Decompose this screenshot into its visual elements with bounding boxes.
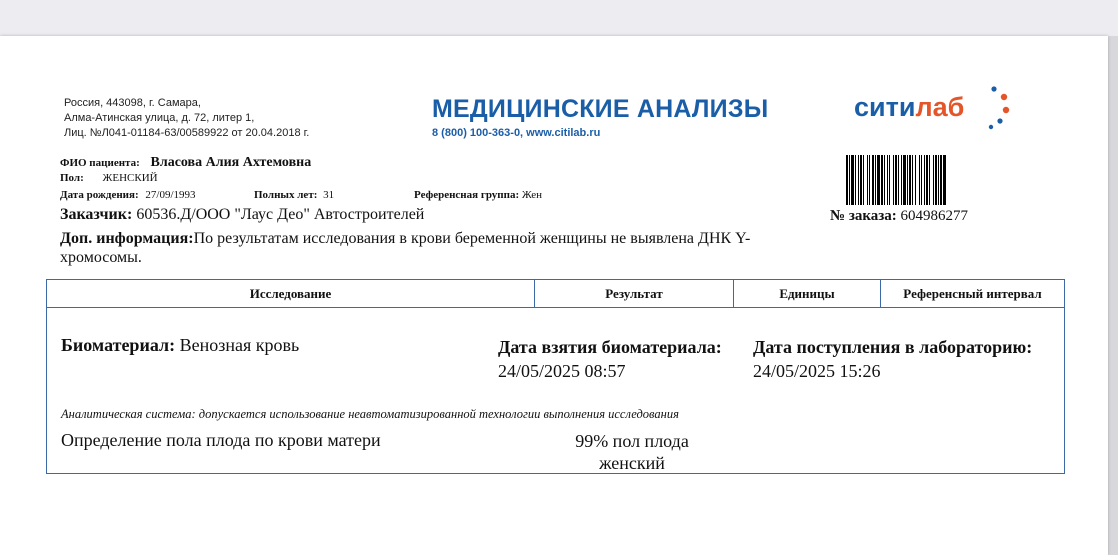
brand-title: МЕДИЦИНСКИЕ АНАЛИЗЫ <box>432 95 769 123</box>
additional-info-label: Доп. информация: <box>60 230 194 247</box>
patient-dob: 27/09/1993 <box>145 189 196 201</box>
brand-contact: 8 (800) 100-363-0, www.citilab.ru <box>432 127 601 139</box>
patient-sex-row <box>60 172 158 184</box>
address-line: Алма-Атинская улица, д. 72, литер 1, <box>64 112 255 124</box>
customer-row <box>60 206 424 224</box>
lab-address <box>64 96 309 141</box>
patient-name-label: ФИО пациента: <box>60 157 140 169</box>
biomaterial-row <box>61 335 299 356</box>
test-name: Определение пола плода по крови матери <box>61 430 381 450</box>
biomaterial-value: Венозная кровь <box>175 335 300 355</box>
order-barcode <box>846 155 994 205</box>
order-number <box>830 208 968 225</box>
column-header-test: Исследование <box>47 280 535 307</box>
logo-text-part2: лаб <box>915 92 965 122</box>
column-header-result: Результат <box>535 280 734 307</box>
citilab-logo <box>854 92 964 123</box>
license-line: Лиц. №Л041-01184-63/00589922 от 20.04.2018 г. <box>64 127 310 139</box>
column-header-units: Единицы <box>734 280 881 307</box>
logo-dots-icon <box>984 84 1014 134</box>
viewer-top-bar <box>0 0 1118 36</box>
patient-age: 31 <box>323 189 335 201</box>
patient-dob-row <box>60 189 196 201</box>
viewer-scroll-strip <box>1108 36 1118 555</box>
additional-info <box>60 229 780 267</box>
customer-value: 60536.Д/ООО "Лаус Део" Автостроителей <box>132 206 425 223</box>
results-table <box>46 279 1065 474</box>
logo-text-part1: сити <box>854 92 916 122</box>
lab-date-block <box>753 335 1032 383</box>
patient-dob-label: Дата рождения: <box>60 189 139 201</box>
lab-date-label: Дата поступления в лабораторию: <box>753 337 1033 357</box>
sample-date-label: Дата взятия биоматериала: <box>498 337 722 357</box>
patient-age-label: Полных лет: <box>254 189 318 201</box>
order-label: № заказа: <box>830 208 897 224</box>
patient-age-row <box>254 189 334 201</box>
patient-refgroup-label: Референсная группа: <box>414 189 520 201</box>
sample-date-value: 24/05/2025 08:57 <box>498 361 626 381</box>
table-header <box>47 280 1064 308</box>
patient-refgroup-row <box>414 189 542 201</box>
patient-name: Власова Алия Ахтемовна <box>150 155 312 170</box>
test-result: 99% пол плода женский <box>575 431 689 473</box>
order-value: 604986277 <box>900 208 969 224</box>
address-line: Россия, 443098, г. Самара, <box>64 97 201 109</box>
sample-date-block <box>498 335 722 383</box>
patient-sex: ЖЕНСКИЙ <box>102 172 158 184</box>
customer-label: Заказчик: <box>60 206 133 223</box>
patient-name-row <box>60 155 311 171</box>
patient-sex-label: Пол: <box>60 172 84 184</box>
patient-refgroup: Жен <box>521 189 542 201</box>
lab-date-value: 24/05/2025 15:26 <box>753 361 881 381</box>
column-header-reference: Референсный интервал <box>903 286 1042 301</box>
analytic-system-note: Аналитическая система: допускается использование неавтоматизированной технологии выполнения исследования <box>61 407 679 421</box>
additional-info-text: По результатам исследования в крови беременной женщины не выявлена ДНК Y-хромосомы. <box>60 230 751 266</box>
biomaterial-label: Биоматериал: <box>61 335 176 355</box>
